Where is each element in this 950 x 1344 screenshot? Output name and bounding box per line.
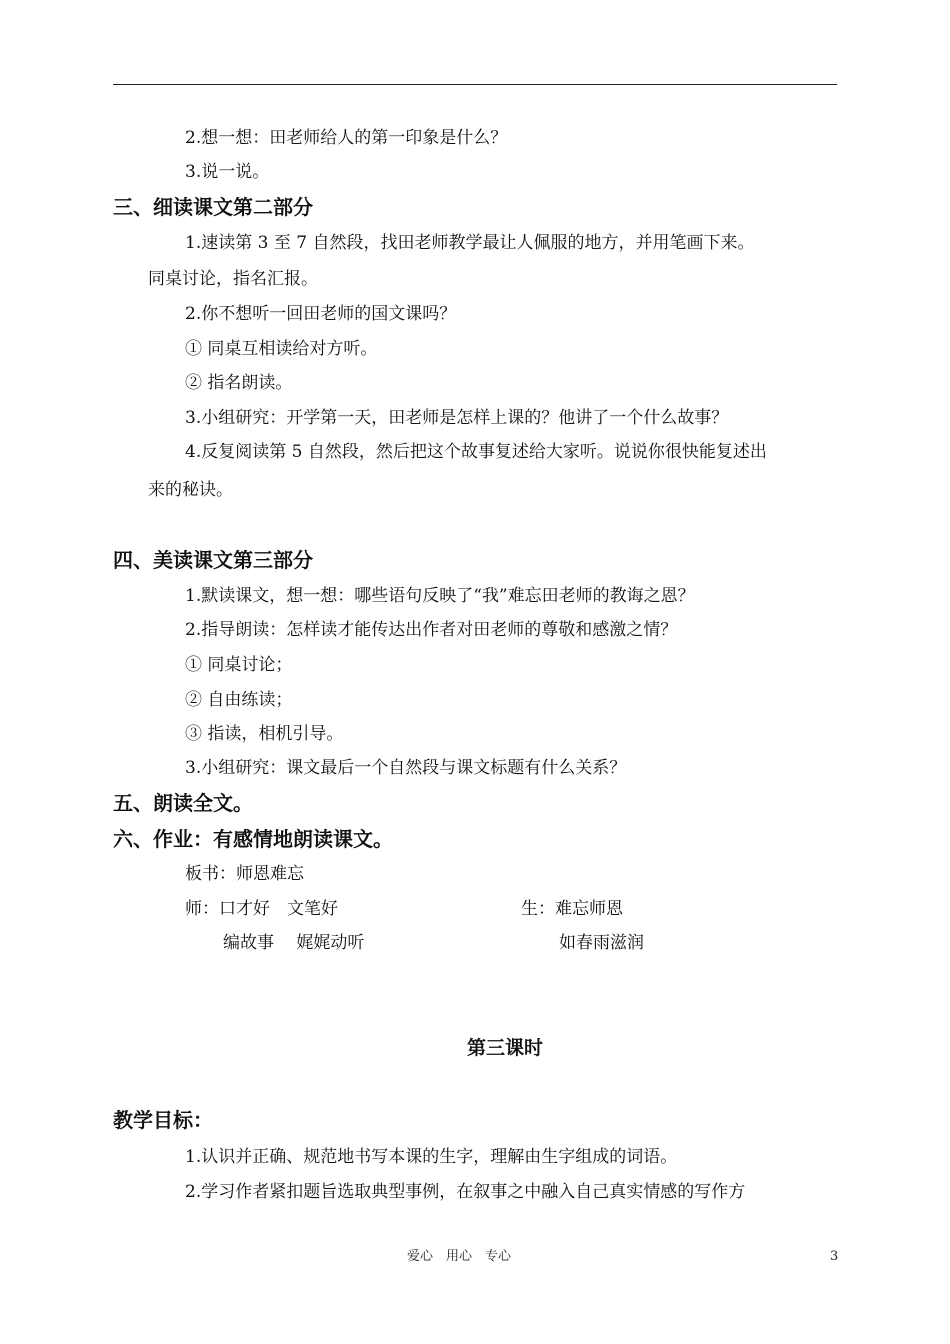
text-line: 3.小组研究：开学第一天，田老师是怎样上课的？他讲了一个什么故事？	[185, 408, 729, 428]
footer-motto: 爱心 用心 专心	[407, 1249, 512, 1264]
text-line: 2.你不想听一回田老师的国文课吗？	[185, 304, 457, 324]
text-line: 1.默读课文，想一想：哪些语句反映了“我”难忘田老师的教诲之恩？	[185, 586, 695, 606]
section-heading: 六、作业：有感情地朗读课文。	[113, 827, 393, 851]
text-line: 1.认识并正确、规范地书写本课的生字，理解由生字组成的词语。	[185, 1147, 678, 1167]
text-line: 2.学习作者紧扣题旨选取典型事例，在叙事之中融入自己真实情感的写作方	[185, 1182, 746, 1202]
list-item: ② 自由练读；	[185, 690, 293, 710]
board-student-2: 如春雨滋润	[559, 933, 644, 953]
text-line: 同桌讨论，指名汇报。	[148, 269, 318, 289]
text-line: 3.小组研究：课文最后一个自然段与课文标题有什么关系？	[185, 758, 627, 778]
text-line: 1.速读第 3 至 7 自然段，找田老师教学最让人佩服的地方，并用笔画下来。	[185, 233, 755, 253]
board-title: 板书：师恩难忘	[185, 864, 304, 884]
text-line: 4.反复阅读第 5 自然段，然后把这个故事复述给大家听。说说你很快能复述出	[185, 442, 767, 462]
page-number: 3	[830, 1249, 839, 1264]
text-line: 3.说一说。	[185, 162, 270, 182]
section-heading: 三、细读课文第二部分	[113, 195, 313, 219]
list-item: ② 指名朗读。	[185, 373, 293, 393]
text-line: 2.想一想：田老师给人的第一印象是什么？	[185, 128, 508, 148]
text-line: 2.指导朗读：怎样读才能传达出作者对田老师的尊敬和感激之情？	[185, 620, 678, 640]
list-item: ③ 指读，相机引导。	[185, 724, 344, 744]
header-rule	[113, 84, 837, 85]
list-item: ① 同桌讨论；	[185, 655, 293, 675]
lesson-title: 第三课时	[466, 1037, 543, 1059]
board-student: 生：难忘师恩	[521, 899, 623, 919]
board-teacher-2: 编故事 娓娓动听	[223, 933, 365, 953]
section-heading: 五、朗读全文。	[113, 791, 253, 815]
section-heading: 四、美读课文第三部分	[113, 548, 313, 572]
list-item: ① 同桌互相读给对方听。	[185, 339, 378, 359]
section-heading: 教学目标：	[113, 1108, 213, 1132]
board-teacher: 师：口才好 文笔好	[185, 899, 338, 919]
text-line: 来的秘诀。	[148, 480, 233, 500]
